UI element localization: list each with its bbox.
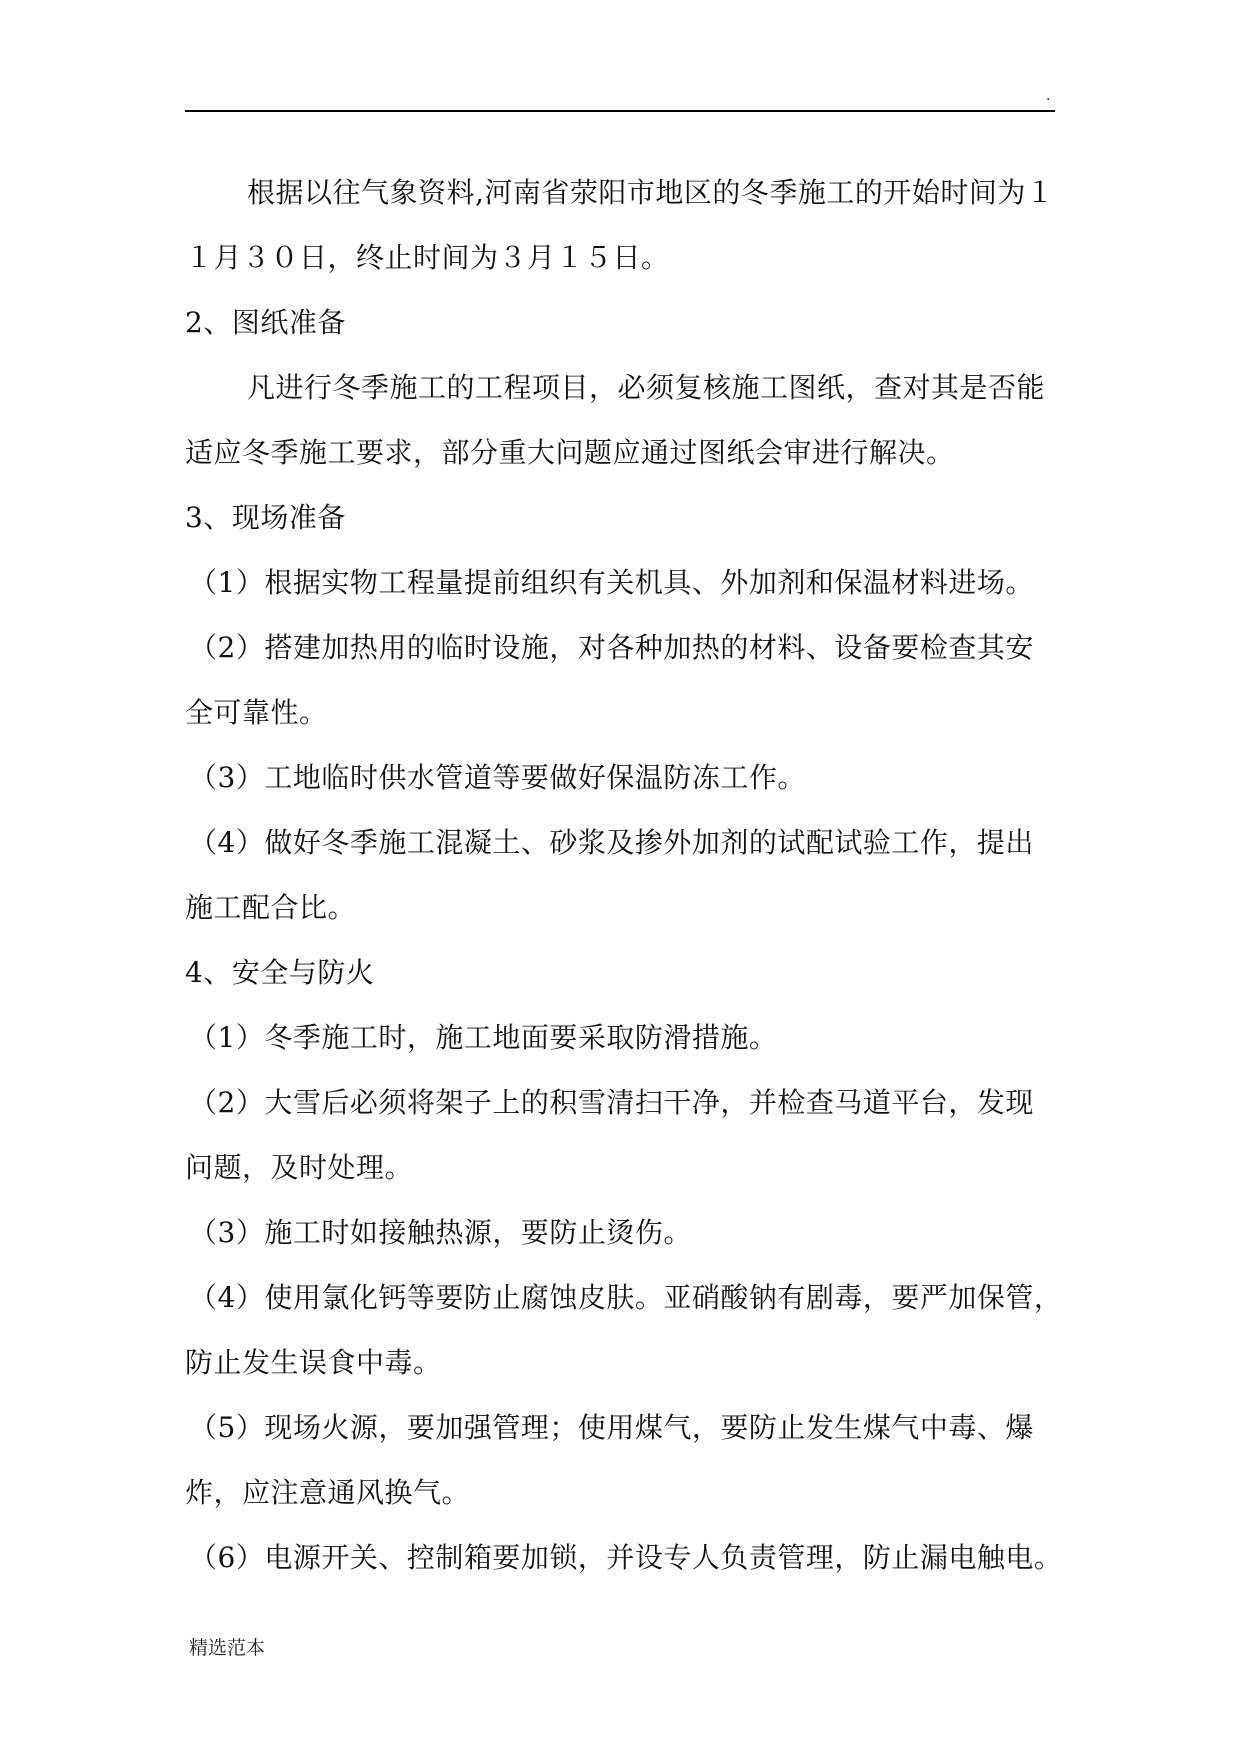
section-heading: 2、图纸准备	[185, 306, 346, 339]
paragraph-line: 适应冬季施工要求，部分重大问题应通过图纸会审进行解决。	[185, 436, 955, 469]
list-item: （1）冬季施工时，施工地面要采取防滑措施。	[189, 1021, 778, 1054]
list-item: （5）现场火源，要加强管理；使用煤气，要防止发生煤气中毒、爆	[189, 1411, 1034, 1444]
list-item: （1）根据实物工程量提前组织有关机具、外加剂和保温材料进场。	[189, 566, 1034, 599]
list-item: （3）工地临时供水管道等要做好保温防冻工作。	[189, 761, 806, 794]
section-heading: 3、现场准备	[185, 501, 346, 534]
list-item: （2）搭建加热用的临时设施，对各种加热的材料、设备要检查其安	[189, 631, 1034, 664]
paragraph-line: 根据以往气象资料,河南省荥阳市地区的冬季施工的开始时间为１	[247, 176, 1055, 209]
list-item-continuation: 炸，应注意通风换气。	[185, 1476, 471, 1509]
section-heading: 4、安全与防火	[185, 956, 375, 989]
header-mark: .	[1046, 88, 1051, 104]
list-item-continuation: 防止发生误食中毒。	[185, 1346, 442, 1379]
header-rule	[185, 110, 1055, 112]
document-body	[185, 160, 1063, 1590]
list-item: （4）使用氯化钙等要防止腐蚀皮肤。亚硝酸钠有剧毒，要严加保管，	[189, 1281, 1063, 1314]
list-item-continuation: 施工配合比。	[185, 891, 357, 924]
list-item: （6）电源开关、控制箱要加锁，并设专人负责管理，防止漏电触电。	[189, 1541, 1063, 1574]
paragraph-line: １月３０日，终止时间为３月１５日。	[185, 241, 670, 274]
list-item-continuation: 全可靠性。	[185, 696, 328, 729]
list-item: （3）施工时如接触热源，要防止烫伤。	[189, 1216, 692, 1249]
footer-label: 精选范本	[189, 1637, 266, 1659]
list-item: （2）大雪后必须将架子上的积雪清扫干净，并检查马道平台，发现	[189, 1086, 1034, 1119]
list-item-continuation: 问题，及时处理。	[185, 1151, 414, 1184]
paragraph-line: 凡进行冬季施工的工程项目，必须复核施工图纸，查对其是否能	[247, 371, 1046, 404]
list-item: （4）做好冬季施工混凝土、砂浆及掺外加剂的试配试验工作，提出	[189, 826, 1034, 859]
